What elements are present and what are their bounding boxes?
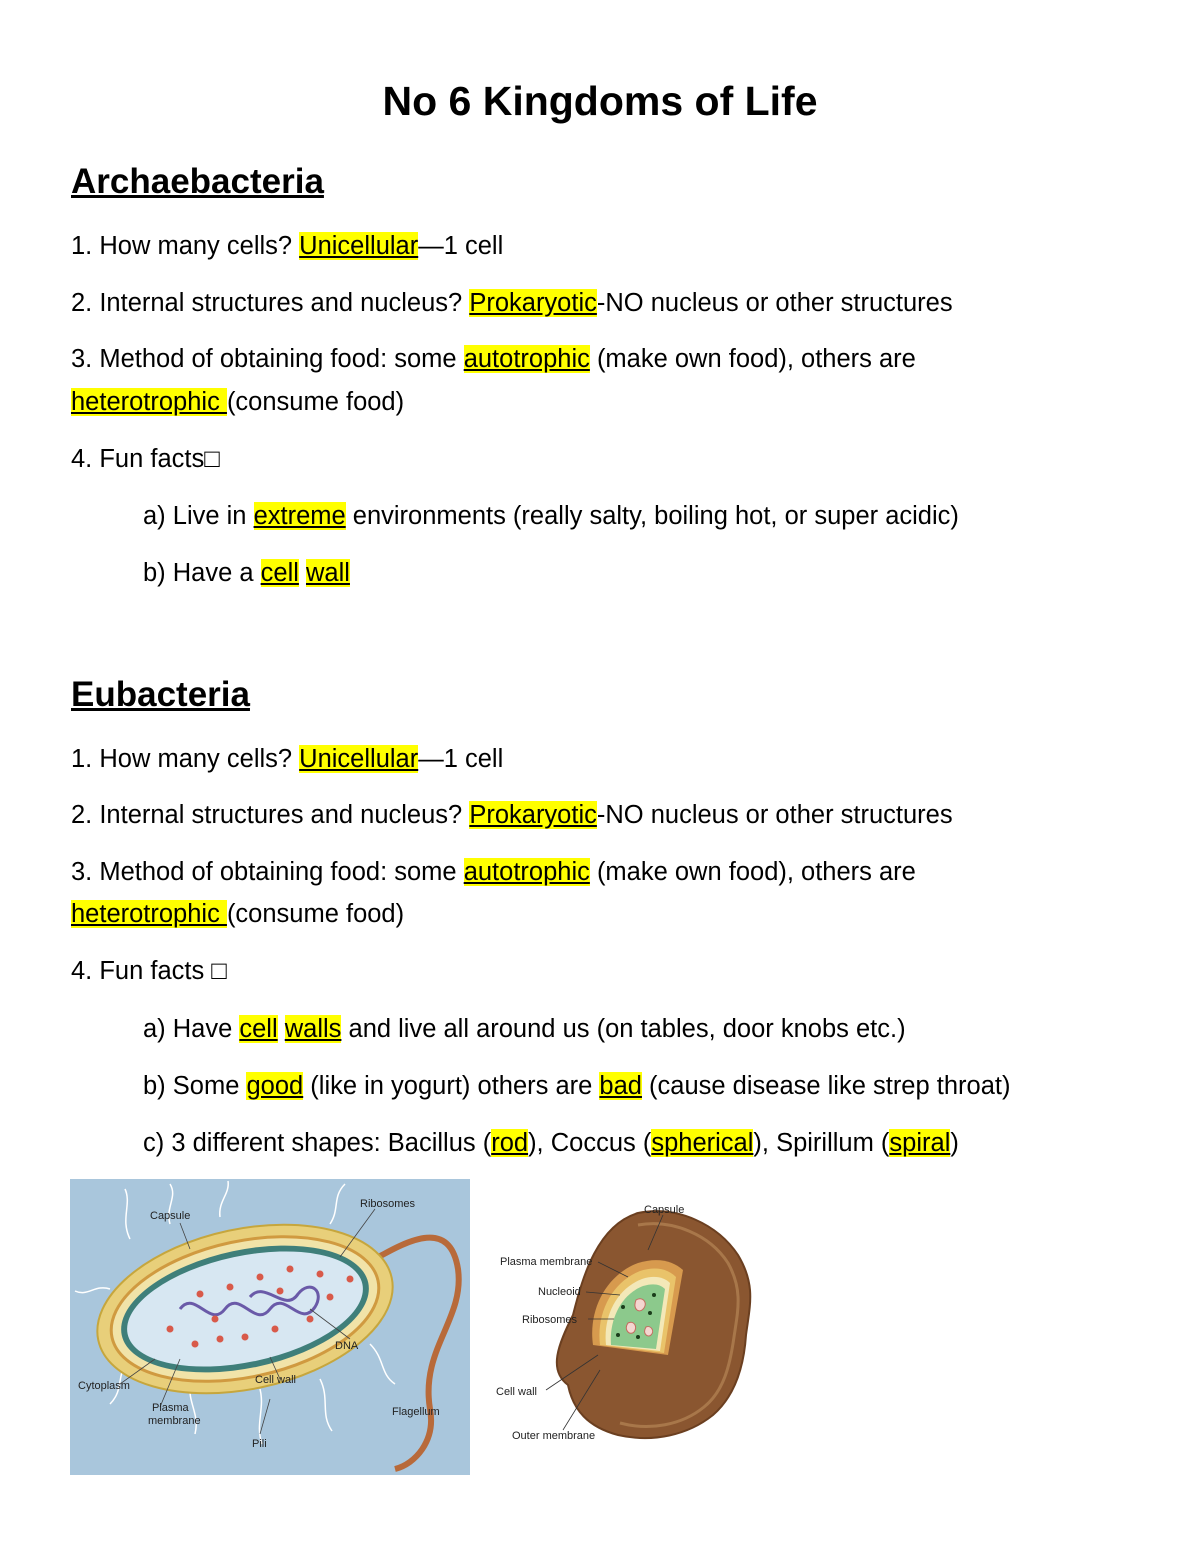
highlight-cell: cell	[260, 559, 299, 587]
label-ribosomes: Ribosomes	[522, 1314, 578, 1326]
rod-bacterium-diagram	[70, 1179, 470, 1475]
archaebacteria-fact-a	[143, 502, 959, 531]
q1-text: 1. How many cells?	[71, 232, 300, 260]
label-pili: Pili	[252, 1438, 267, 1450]
highlight-spiral: spiral	[889, 1129, 951, 1157]
eubacteria-q3-cont	[71, 900, 404, 929]
fact-b-text: b) Some	[143, 1072, 247, 1100]
highlight-heterotrophic: heterotrophic	[71, 388, 227, 416]
highlight-autotrophic: autotrophic	[463, 858, 590, 886]
eubacteria-q3	[71, 858, 916, 887]
archaebacteria-heading: Archaebacteria	[71, 162, 324, 201]
fact-a-tail: and live all around us (on tables, door knobs etc.)	[341, 1015, 906, 1043]
label-nucleoid: Nucleoid	[538, 1286, 581, 1298]
archaebacteria-q1	[71, 232, 503, 261]
archaebacteria-q2	[71, 289, 953, 318]
q1-tail: —1 cell	[418, 745, 504, 773]
q2-text: 2. Internal structures and nucleus?	[71, 801, 470, 829]
highlight-unicellular: Unicellular	[299, 232, 419, 260]
eubacteria-q1	[71, 745, 503, 774]
highlight-spherical: spherical	[651, 1129, 754, 1157]
q1-tail: —1 cell	[418, 232, 504, 260]
label-capsule: Capsule	[644, 1204, 685, 1216]
eubacteria-q4: 4. Fun facts □	[71, 957, 227, 985]
label-cell-wall: Cell wall	[255, 1374, 296, 1386]
label-cell-wall: Cell wall	[496, 1386, 537, 1398]
archaebacteria-fact-b	[143, 559, 350, 588]
highlight-rod: rod	[491, 1129, 529, 1157]
label-plasma-membrane-2: membrane	[148, 1415, 201, 1427]
highlight-extreme: extreme	[253, 502, 346, 530]
page-title: No 6 Kingdoms of Life	[382, 78, 818, 124]
q2-tail: -NO nucleus or other structures	[596, 289, 953, 317]
fact-b-text: b) Have a	[143, 559, 261, 587]
highlight-heterotrophic: heterotrophic	[71, 900, 227, 928]
highlight-wall: wall	[306, 559, 350, 587]
eubacteria-fact-b	[143, 1072, 1010, 1101]
label-outer-membrane: Outer membrane	[512, 1430, 596, 1442]
highlight-cell: cell	[239, 1015, 278, 1043]
fact-b-tail: (cause disease like strep throat)	[641, 1072, 1011, 1100]
fact-c-mid2: ), Spirillum (	[753, 1129, 890, 1157]
label-dna: DNA	[335, 1340, 359, 1352]
highlight-good: good	[246, 1072, 304, 1100]
fact-b-mid: (like in yogurt) others are	[303, 1072, 600, 1100]
highlight-bad: bad	[599, 1072, 642, 1100]
fact-c-mid1: ), Coccus (	[528, 1129, 652, 1157]
highlight-prokaryotic: Prokaryotic	[469, 289, 597, 317]
coccus-bacterium-diagram	[488, 1195, 768, 1453]
label-ribosomes: Ribosomes	[360, 1198, 416, 1210]
fact-c-text: c) 3 different shapes: Bacillus (	[143, 1129, 492, 1157]
q3-tail: (consume food)	[226, 900, 405, 928]
highlight-walls: walls	[284, 1015, 342, 1043]
eubacteria-fact-c	[143, 1129, 959, 1158]
q1-text: 1. How many cells?	[71, 745, 300, 773]
label-capsule: Capsule	[150, 1210, 191, 1222]
eubacteria-heading: Eubacteria	[71, 675, 250, 714]
archaebacteria-q4: 4. Fun facts□	[71, 445, 220, 473]
highlight-unicellular: Unicellular	[299, 745, 419, 773]
fact-a-text: a) Live in	[143, 502, 254, 530]
q3-mid: (make own food), others are	[589, 345, 916, 373]
eubacteria-fact-a	[143, 1015, 906, 1044]
label-plasma-membrane-1: Plasma	[152, 1402, 189, 1414]
archaebacteria-q3-cont	[71, 388, 404, 417]
fact-a-text: a) Have	[143, 1015, 240, 1043]
highlight-autotrophic: autotrophic	[463, 345, 590, 373]
highlight-prokaryotic: Prokaryotic	[469, 801, 597, 829]
label-flagellum: Flagellum	[392, 1406, 440, 1418]
q3-mid: (make own food), others are	[589, 858, 916, 886]
q2-tail: -NO nucleus or other structures	[596, 801, 953, 829]
q3-text: 3. Method of obtaining food: some	[71, 858, 464, 886]
fact-c-tail: )	[950, 1129, 959, 1157]
archaebacteria-q3	[71, 345, 916, 374]
label-plasma-membrane: Plasma membrane	[500, 1256, 593, 1268]
fact-a-tail: environments (really salty, boiling hot, or super acidic)	[345, 502, 959, 530]
q3-text: 3. Method of obtaining food: some	[71, 345, 464, 373]
q2-text: 2. Internal structures and nucleus?	[71, 289, 470, 317]
label-cytoplasm: Cytoplasm	[78, 1380, 130, 1392]
eubacteria-q2	[71, 801, 953, 830]
q3-tail: (consume food)	[226, 388, 405, 416]
